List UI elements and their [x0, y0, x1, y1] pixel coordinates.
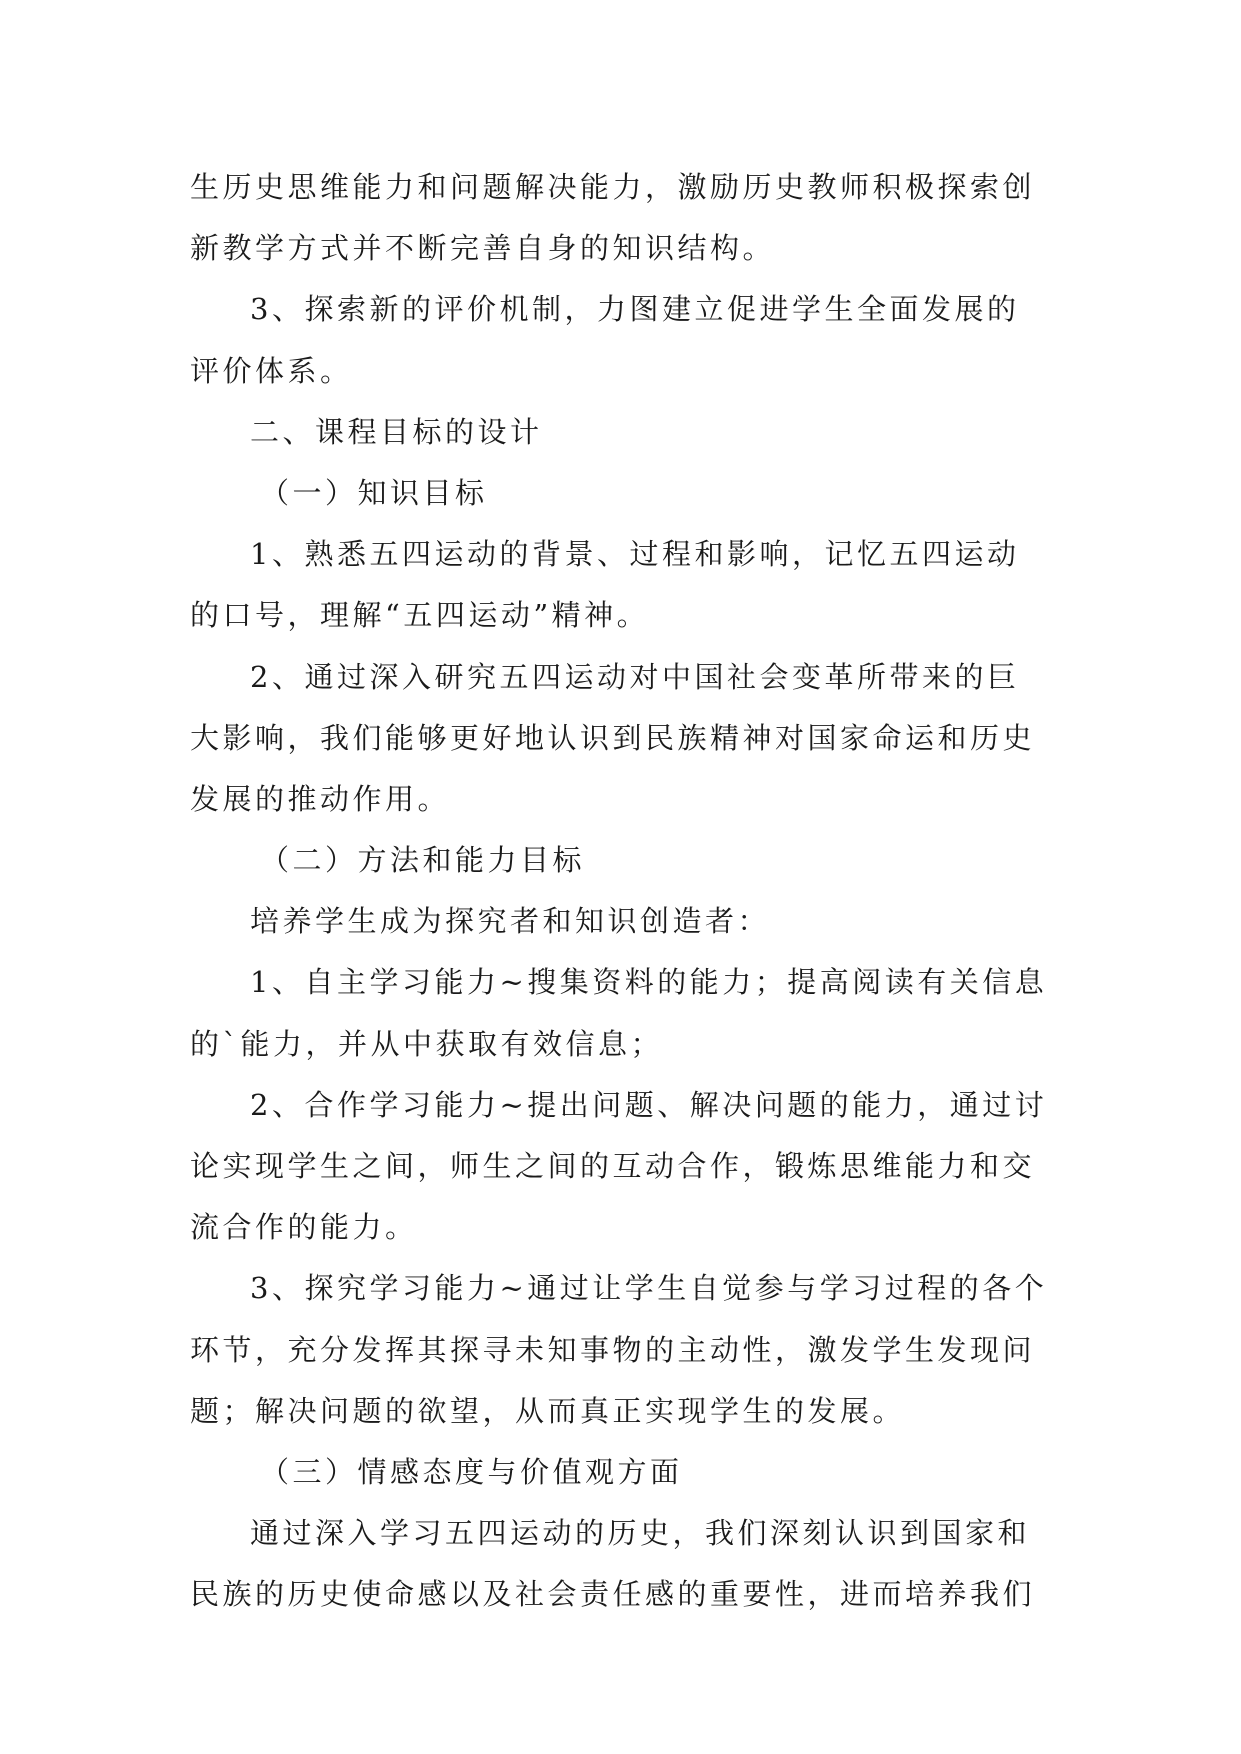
paragraph-line: 培养学生成为探究者和知识创造者： [250, 904, 771, 939]
paragraph-line: 流合作的能力。 [190, 1210, 418, 1245]
section-heading: 二、课程目标的设计 [250, 414, 543, 449]
paragraph-line: 1、自主学习能力~搜集资料的能力；提高阅读有关信息 [250, 965, 1048, 1000]
paragraph-line: 的口号，理解“五四运动”精神。 [190, 598, 650, 633]
paragraph-line: 题；解决问题的欲望，从而真正实现学生的发展。 [190, 1393, 906, 1428]
paragraph-line: 2、通过深入研究五四运动对中国社会变革所带来的巨 [250, 659, 1020, 694]
subsection-heading: （三）情感态度与价值观方面 [260, 1454, 683, 1489]
paragraph-line: 评价体系。 [190, 353, 353, 388]
paragraph-line: 1、熟悉五四运动的背景、过程和影响，记忆五四运动 [250, 537, 1020, 572]
paragraph-line: 2、合作学习能力~提出问题、解决问题的能力，通过讨 [250, 1087, 1048, 1122]
paragraph-line: 论实现学生之间，师生之间的互动合作，锻炼思维能力和交 [190, 1149, 1036, 1183]
subsection-heading: （一）知识目标 [260, 475, 488, 510]
paragraph-line: 环节，充分发挥其探寻未知事物的主动性，激发学生发现问 [190, 1332, 1036, 1367]
paragraph-line: 大影响，我们能够更好地认识到民族精神对国家命运和历史 [190, 720, 1036, 755]
paragraph-line: 发展的推动作用。 [190, 781, 451, 816]
paragraph-line: 生历史思维能力和问题解决能力，激励历史教师积极探索创 [190, 170, 1036, 204]
paragraph-line: 通过深入学习五四运动的历史，我们深刻认识到国家和 [250, 1516, 1031, 1551]
paragraph-line: 民族的历史使命感以及社会责任感的重要性，进而培养我们 [190, 1577, 1036, 1612]
paragraph-line: 3、探索新的评价机制，力图建立促进学生全面发展的 [250, 292, 1020, 327]
paragraph-line: 新教学方式并不断完善自身的知识结构。 [190, 231, 776, 266]
paragraph-line: 的`能力，并从中获取有效信息； [190, 1026, 664, 1061]
paragraph-line: 3、探究学习能力~通过让学生自觉参与学习过程的各个 [250, 1271, 1048, 1306]
subsection-heading: （二）方法和能力目标 [260, 843, 586, 878]
document-body [190, 157, 1052, 1626]
